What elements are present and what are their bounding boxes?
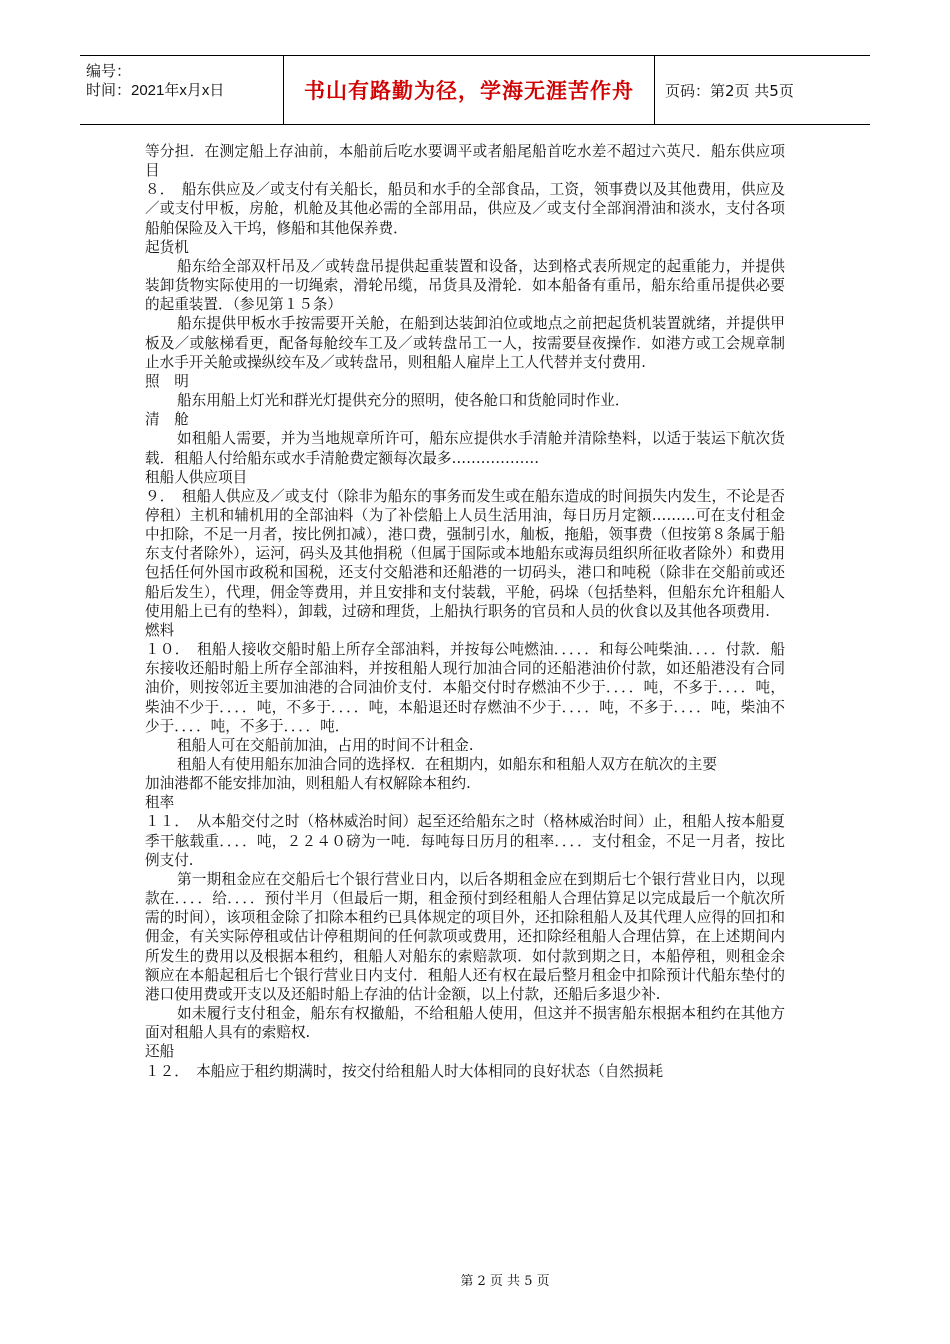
header-meta	[80, 56, 283, 124]
body-paragraph: 等分担．在测定船上存油前，本船前后吃水要调平或者船尾船首吃水差不超过六英尺．船东供应项目	[145, 143, 785, 180]
page-header	[80, 55, 870, 125]
body-paragraph: 船东用船上灯光和群光灯提供充分的照明，使各舱口和货舱同时作业．	[177, 392, 630, 410]
body-paragraph: １０． 租船人接收交船时船上所存全部油料，并按每公吨燃油．．．．．和每公吨柴油．．．．付款．船东接收还船时船上所存全部油料，并按租船人现行加油合同的还船港油价付款，如还船港没有合同油价，则按邻近主要加油港的合同油价支付．本船交付时存燃油不少于．．．．吨，不多于．．．．吨，柴油不少于．．．．吨，不多于．．．．吨，本船退还时存燃油不少于．．．．吨，不多于．．．．吨，柴油不少于．．．．吨，不多于．．．．吨．	[145, 641, 785, 735]
body-paragraph: 租船人有使用船东加油合同的选择权．在租期内，如船东和租船人双方在航次的主要	[177, 756, 717, 773]
body-paragraph: 如租船人需要，并为当地规章所许可，船东应提供水手清舱并清除垫料，以适于装运下航次货载．租船人付给船东或水手清舱费定额每次最多………………	[145, 430, 785, 467]
body-paragraph: 船东给全部双杆吊及／或转盘吊提供起重装置和设备，达到格式表所规定的起重能力，并提供装卸货物实际使用的一切绳索，滑轮吊缆，吊货具及滑轮．如本船备有重吊，船东给重吊提供必要的起重装置．（参见第１５条）	[145, 257, 785, 314]
body-paragraph: １１． 从本船交付之时（格林威治时间）起至还给船东之时（格林威治时间）止，租船人按本船夏季干舷载重．．．．吨，２２４０磅为一吨．每吨每日历月的租率．．．．支付租金，不足一月者，按比例支付.	[145, 813, 785, 869]
document-body	[145, 142, 785, 1081]
page-footer: 第 2 页 共 5 页	[460, 1274, 550, 1289]
body-paragraph: ９． 租船人供应及／或支付（除非为船东的事务而发生或在船东造成的时间损失内发生，不论是否停租）主机和辅机用的全部油料（为了补偿船上人员生活用油，每日历月定额………可在支付租金中扣除，不足一月者，按比例扣减），港口费，强制引水，舢板，拖船，领事费（但按第８条属于船东支付者除外），运河，码头及其他捐税（但属于国际或本地船东或海员组织所征收者除外）和费用包括任何外国市政税和国税，还支付交船港和还船港的一切码头，港口和吨税（除非在交船前或还船后发生），代理，佣金等费用，并且安排和支付装载，平舱，码垛（包括垫料，但船东允许租船人使用船上已有的垫料），卸载，过磅和理货，上船执行职务的官员和人员的伙食以及其他各项费用.	[145, 487, 785, 620]
header-page-info: 页码：第2页 共5页	[665, 81, 794, 100]
document-date: 时间：2021年x月x日	[86, 82, 225, 99]
body-paragraph: 加油港都不能安排加油，则租船人有权解除本租约.	[145, 775, 471, 793]
section-heading: 还船	[145, 1043, 175, 1061]
section-heading: 清 舱	[145, 411, 189, 429]
section-heading: 起货机	[145, 238, 189, 256]
document-number-label: 编号：	[86, 63, 132, 80]
body-paragraph: 如未履行支付租金，船东有权撤船，不给租船人使用，但这并不损害船东根据本租约在其他方面对租船人具有的索赔权.	[145, 1005, 785, 1042]
body-paragraph: 第一期租金应在交船后七个银行营业日内，以后各期租金应在到期后七个银行营业日内，以现款在．．．．给．．．．预付半月（但最后一期，租金预付到经租船人合理估算足以完成最后一个航次所需的时间），该项租金除了扣除本租约已具体规定的项目外，还扣除租船人及其代理人应得的回扣和佣金，有关实际停租或估计停租期间的任何款项或费用，还扣除经租船人合理估算，在上述期间内所发生的费用以及根据本租约，租船人对船东的索赔款项．如付款到期之日，本船停租，则租金余额应在本船起租后七个银行营业日内支付．租船人还有权在最后整月租金中扣除预计代船东垫付的港口使用费或开支以及还船时船上存油的估计金额，以上付款，还船后多退少补.	[145, 870, 785, 1003]
body-paragraph: ８． 船东供应及／或支付有关船长，船员和水手的全部食品，工资，领事费以及其他费用，供应及／或支付甲板，房舱，机舱及其他必需的全部用品，供应及／或支付全部润滑油和淡水，支付各项船舶保险及入干坞，修船和其他保养费．	[145, 181, 785, 237]
header-motto: 书山有路勤为径，学海无涯苦作舟	[283, 56, 655, 124]
body-paragraph: 船东提供甲板水手按需要开关舱，在船到达装卸泊位或地点之前把起货机装置就绪，并提供甲板及／或舷梯看更，配备每舱绞车工及／或转盘吊工一人，按需要昼夜操作．如港方或工会规章制止水手开关舱或操纵绞车及／或转盘吊，则租船人雇岸上工人代替并支付费用.	[145, 315, 785, 371]
body-paragraph: １２． 本船应于租约期满时，按交付给租船人时大体相同的良好状态（自然损耗	[145, 1062, 664, 1080]
section-heading: 燃料	[145, 621, 175, 639]
body-paragraph: 租船人可在交船前加油，占用的时间不计租金.	[177, 736, 474, 754]
section-heading: 照 明	[145, 372, 189, 390]
section-heading: 租船人供应项目	[145, 468, 248, 486]
section-heading: 租率	[145, 794, 175, 812]
